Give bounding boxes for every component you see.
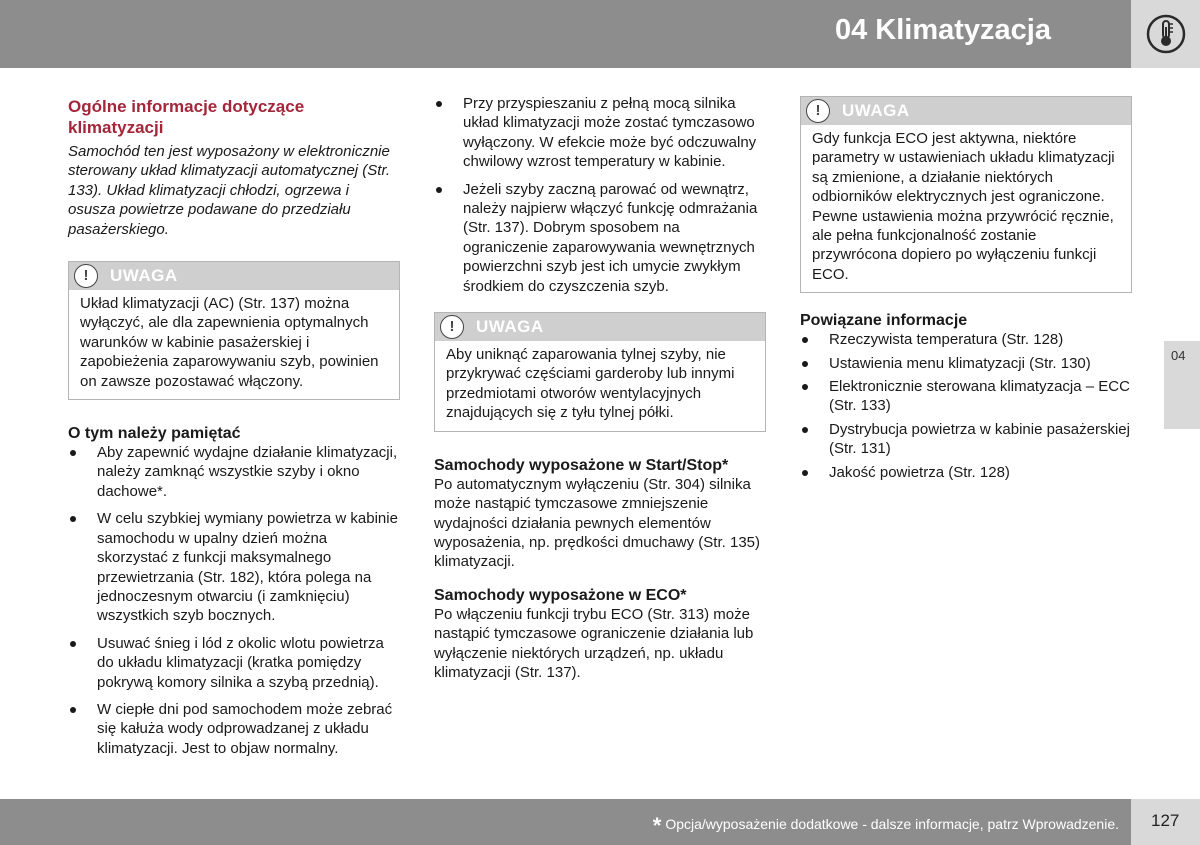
eco-block <box>434 586 766 683</box>
footnote <box>653 813 1119 839</box>
list-item: Przy przyspieszaniu z pełną mocą silnika układ klimatyzacji może zostać tymczasowo wyłączony. W efekcie może być odczuwalny chwilowy wzrost temperatury w kabinie. <box>434 94 766 172</box>
list-item: Aby zapewnić wydajne działanie klimatyzacji, należy zamknąć wszystkie szyby i okno dachowe*. <box>68 443 400 501</box>
related-link[interactable]: Elektronicznie sterowana klimatyzacja – ECC (Str. 133) <box>800 377 1132 416</box>
related-list <box>800 330 1132 482</box>
page-number-box <box>1131 799 1200 845</box>
info-icon: ! <box>440 315 464 339</box>
list-item: W ciepłe dni pod samochodem może zebrać się kałuża wody odprowadzanej z układu klimatyzacji. Jest to objaw normalny. <box>68 700 400 758</box>
footnote-star: * <box>652 813 662 838</box>
note-text: Aby uniknąć zaparowania tylnej szyby, nie przykrywać częściami garderoby lub innymi przedmiotami otworów wentylacyjnych znajdujących się z tyłu tylnej półki. <box>446 346 735 422</box>
eco-heading: Samochody wyposażone w ECO* <box>434 586 687 604</box>
note-box <box>68 261 400 400</box>
column-1 <box>68 96 400 766</box>
info-icon: ! <box>74 264 98 288</box>
intro-text: Samochód ten jest wyposażony w elektronicznie sterowany układ klimatyzacji automatycznej (Str. 133). Układ klimatyzacji chłodzi, ogrzewa i osusza powietrze podawane do przedziału pasażerskiego. <box>68 143 391 238</box>
chapter-icon-box <box>1131 0 1200 68</box>
list-item: Jeżeli szyby zaczną parować od wewnątrz, należy najpierw włączyć funkcję odmrażania (Str. 137). Dobrym sposobem na ograniczenie zaparowywania wewnętrznych powierzchni szyb jest ich umycie zwykłym środkiem do czyszczenia szyb. <box>434 180 766 296</box>
note-box <box>800 96 1132 293</box>
related-link[interactable]: Ustawienia menu klimatyzacji (Str. 130) <box>800 354 1132 373</box>
startstop-heading: Samochody wyposażone w Start/Stop* <box>434 456 729 474</box>
column-3 <box>800 96 1132 486</box>
remember-list <box>68 443 400 758</box>
list-item: W celu szybkiej wymiany powietrza w kabinie samochodu w upalny dzień można skorzystać z funkcji maksymalnego przewietrzania (Str. 182), która polega na jednoczesnym otwarciu (i zamknięciu) wszystkich szyb bocznych. <box>68 509 400 625</box>
page-number: 127 <box>1151 811 1180 830</box>
startstop-block <box>434 456 766 572</box>
note-header <box>69 262 399 290</box>
chapter-side-tab-label: 04 <box>1171 348 1186 363</box>
eco-text: Po włączeniu funkcji trybu ECO (Str. 313) może nastąpić tymczasowe ograniczenie działania lub wyłączenie niektórych urządzeń, np. układu klimatyzacji (Str. 137). <box>434 605 754 681</box>
note-text: Gdy funkcja ECO jest aktywna, niektóre parametry w ustawieniach układu klimatyzacji są zmienione, a działanie niektórych odbiorników elektrycznych jest ograniczone. Pewne ustawienia można przywrócić ręcznie, ale pełna funkcjonalność zostanie przywrócona dopiero po wyłączeniu funkcji ECO. <box>812 130 1115 283</box>
startstop-text: Po automatycznym wyłączeniu (Str. 304) silnika może nastąpić tymczasowe zmniejszenie wydajności działania pewnych elementów wyposażenia, np. prędkości dmuchawy (Str. 135) klimatyzacji. <box>434 475 760 571</box>
remember-heading: O tym należy pamiętać <box>68 425 241 443</box>
thermometer-icon <box>1146 13 1186 55</box>
note-title: UWAGA <box>842 101 910 120</box>
note-text: Układ klimatyzacji (AC) (Str. 137) można wyłączyć, ale dla zapewnienia optymalnych warunków w kabinie pasażerskiej i zapobieżenia zaparowywaniu szyb, powinien on zawsze pozostawać włączony. <box>80 295 379 390</box>
footnote-text: Opcja/wyposażenie dodatkowe - dalsze informacje, patrz Wprowadzenie. <box>665 816 1119 832</box>
related-link[interactable]: Jakość powietrza (Str. 128) <box>800 463 1132 482</box>
list-item: Usuwać śnieg i lód z okolic wlotu powietrza do układu klimatyzacji (kratka pomiędzy pokrywą komory silnika a szybą przednią). <box>68 634 400 692</box>
remember-list-continued <box>434 94 766 296</box>
column-2 <box>434 94 766 696</box>
section-title: Ogólne informacje dotyczące klimatyzacji <box>68 97 305 137</box>
note-title: UWAGA <box>110 266 178 286</box>
note-box <box>434 312 766 432</box>
page-footer <box>0 799 1131 845</box>
note-header <box>435 313 765 341</box>
page-header <box>0 0 1131 68</box>
related-link[interactable]: Rzeczywista temperatura (Str. 128) <box>800 330 1132 349</box>
info-icon: ! <box>806 99 830 123</box>
related-link[interactable]: Dystrybucja powietrza w kabinie pasażerskiej (Str. 131) <box>800 420 1132 459</box>
related-heading: Powiązane informacje <box>800 312 968 330</box>
chapter-side-tab[interactable] <box>1164 341 1200 429</box>
chapter-title: 04 Klimatyzacja <box>834 14 1051 46</box>
note-header <box>801 97 1131 125</box>
note-title: UWAGA <box>476 317 544 337</box>
